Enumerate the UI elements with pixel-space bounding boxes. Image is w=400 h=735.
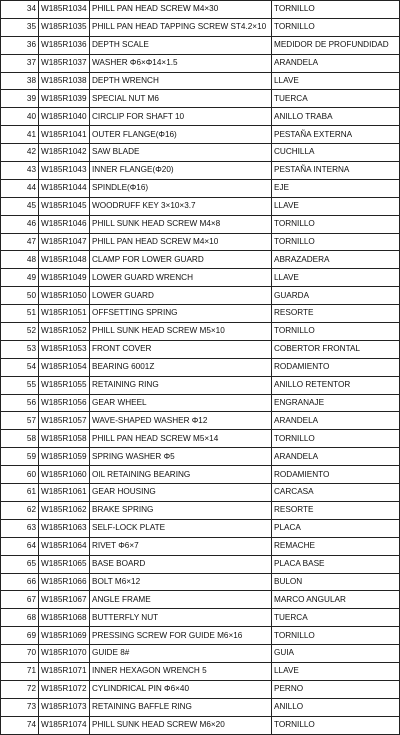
spanish-name-cell: PERNO (272, 680, 400, 698)
spanish-name-cell: LLAVE (272, 662, 400, 680)
spanish-name-cell: TORNILLO (272, 716, 400, 734)
part-description-cell: GUIDE 8# (90, 645, 272, 663)
part-code-cell: W185R1067 (39, 591, 90, 609)
part-description-cell: SELF-LOCK PLATE (90, 519, 272, 537)
table-row (1, 287, 400, 305)
part-description-cell: SPECIAL NUT M6 (90, 90, 272, 108)
parts-table-body (1, 1, 400, 735)
part-description-cell: DEPTH WRENCH (90, 72, 272, 90)
spanish-name-cell: PLACA BASE (272, 555, 400, 573)
part-code-cell: W185R1036 (39, 36, 90, 54)
part-code-cell: W185R1056 (39, 394, 90, 412)
part-description-cell: PHILL SUNK HEAD SCREW M5×10 (90, 323, 272, 341)
part-description-cell: LOWER GUARD (90, 287, 272, 305)
part-description-cell: SPRING WASHER Φ5 (90, 448, 272, 466)
part-code-cell: W185R1043 (39, 162, 90, 180)
table-row (1, 555, 400, 573)
spanish-name-cell: RODAMIENTO (272, 466, 400, 484)
spanish-name-cell: CUCHILLA (272, 144, 400, 162)
part-code-cell: W185R1051 (39, 305, 90, 323)
table-row (1, 1, 400, 19)
table-row (1, 197, 400, 215)
spanish-name-cell: ARANDELA (272, 54, 400, 72)
table-row (1, 215, 400, 233)
part-code-cell: W185R1066 (39, 573, 90, 591)
table-row (1, 162, 400, 180)
row-number-cell: 55 (1, 376, 39, 394)
row-number-cell: 37 (1, 54, 39, 72)
part-description-cell: OFFSETTING SPRING (90, 305, 272, 323)
row-number-cell: 36 (1, 36, 39, 54)
part-description-cell: OUTER FLANGE(Φ16) (90, 126, 272, 144)
spanish-name-cell: PESTAÑA INTERNA (272, 162, 400, 180)
row-number-cell: 54 (1, 358, 39, 376)
part-code-cell: W185R1059 (39, 448, 90, 466)
table-row (1, 412, 400, 430)
spanish-name-cell: TUERCA (272, 609, 400, 627)
part-description-cell: BOLT M6×12 (90, 573, 272, 591)
table-row (1, 36, 400, 54)
part-description-cell: RETAINING RING (90, 376, 272, 394)
table-row (1, 179, 400, 197)
part-code-cell: W185R1039 (39, 90, 90, 108)
spanish-name-cell: TORNILLO (272, 18, 400, 36)
table-row (1, 323, 400, 341)
part-description-cell: OIL RETAINING BEARING (90, 466, 272, 484)
row-number-cell: 58 (1, 430, 39, 448)
part-code-cell: W185R1073 (39, 698, 90, 716)
spanish-name-cell: TORNILLO (272, 1, 400, 19)
part-code-cell: W185R1034 (39, 1, 90, 19)
row-number-cell: 65 (1, 555, 39, 573)
table-row (1, 627, 400, 645)
table-row (1, 108, 400, 126)
part-code-cell: W185R1069 (39, 627, 90, 645)
row-number-cell: 47 (1, 233, 39, 251)
spanish-name-cell: TORNILLO (272, 323, 400, 341)
row-number-cell: 46 (1, 215, 39, 233)
part-code-cell: W185R1035 (39, 18, 90, 36)
spanish-name-cell: ANILLO TRABA (272, 108, 400, 126)
part-description-cell: PHILL SUNK HEAD SCREW M4×8 (90, 215, 272, 233)
part-code-cell: W185R1061 (39, 484, 90, 502)
part-description-cell: PHILL PAN HEAD SCREW M5×14 (90, 430, 272, 448)
table-row (1, 609, 400, 627)
table-row (1, 537, 400, 555)
part-code-cell: W185R1049 (39, 269, 90, 287)
table-row (1, 18, 400, 36)
part-description-cell: RETAINING BAFFLE RING (90, 698, 272, 716)
part-description-cell: BRAKE SPRING (90, 501, 272, 519)
part-code-cell: W185R1042 (39, 144, 90, 162)
part-description-cell: BEARING 6001Z (90, 358, 272, 376)
part-code-cell: W185R1074 (39, 716, 90, 734)
spanish-name-cell: TORNILLO (272, 627, 400, 645)
row-number-cell: 72 (1, 680, 39, 698)
part-code-cell: W185R1046 (39, 215, 90, 233)
spanish-name-cell: GUARDA (272, 287, 400, 305)
row-number-cell: 45 (1, 197, 39, 215)
table-row (1, 358, 400, 376)
part-code-cell: W185R1064 (39, 537, 90, 555)
table-row (1, 662, 400, 680)
spanish-name-cell: ENGRANAJE (272, 394, 400, 412)
part-description-cell: DEPTH SCALE (90, 36, 272, 54)
part-description-cell: BUTTERFLY NUT (90, 609, 272, 627)
table-row (1, 698, 400, 716)
row-number-cell: 50 (1, 287, 39, 305)
part-description-cell: CIRCLIP FOR SHAFT 10 (90, 108, 272, 126)
part-code-cell: W185R1068 (39, 609, 90, 627)
part-description-cell: PRESSING SCREW FOR GUIDE M6×16 (90, 627, 272, 645)
row-number-cell: 40 (1, 108, 39, 126)
row-number-cell: 43 (1, 162, 39, 180)
table-row (1, 573, 400, 591)
part-description-cell: SAW BLADE (90, 144, 272, 162)
table-row (1, 340, 400, 358)
row-number-cell: 48 (1, 251, 39, 269)
spanish-name-cell: REMACHE (272, 537, 400, 555)
part-description-cell: WASHER Φ6×Φ14×1.5 (90, 54, 272, 72)
table-row (1, 376, 400, 394)
spanish-name-cell: LLAVE (272, 269, 400, 287)
part-code-cell: W185R1054 (39, 358, 90, 376)
table-row (1, 484, 400, 502)
part-code-cell: W185R1072 (39, 680, 90, 698)
part-description-cell: CYLINDRICAL PIN Φ6×40 (90, 680, 272, 698)
spanish-name-cell: TORNILLO (272, 215, 400, 233)
table-row (1, 394, 400, 412)
table-row (1, 54, 400, 72)
row-number-cell: 63 (1, 519, 39, 537)
spanish-name-cell: ANILLO (272, 698, 400, 716)
part-code-cell: W185R1063 (39, 519, 90, 537)
table-row (1, 430, 400, 448)
part-code-cell: W185R1055 (39, 376, 90, 394)
part-code-cell: W185R1070 (39, 645, 90, 663)
table-row (1, 144, 400, 162)
part-description-cell: WOODRUFF KEY 3×10×3.7 (90, 197, 272, 215)
part-description-cell: WAVE-SHAPED WASHER Φ12 (90, 412, 272, 430)
spanish-name-cell: TORNILLO (272, 233, 400, 251)
table-row (1, 269, 400, 287)
spanish-name-cell: ARANDELA (272, 412, 400, 430)
row-number-cell: 35 (1, 18, 39, 36)
part-code-cell: W185R1045 (39, 197, 90, 215)
part-code-cell: W185R1065 (39, 555, 90, 573)
part-code-cell: W185R1053 (39, 340, 90, 358)
row-number-cell: 69 (1, 627, 39, 645)
spanish-name-cell: TUERCA (272, 90, 400, 108)
table-row (1, 305, 400, 323)
spanish-name-cell: MARCO ANGULAR (272, 591, 400, 609)
row-number-cell: 41 (1, 126, 39, 144)
table-row (1, 519, 400, 537)
spanish-name-cell: LLAVE (272, 197, 400, 215)
row-number-cell: 39 (1, 90, 39, 108)
table-row (1, 72, 400, 90)
part-code-cell: W185R1050 (39, 287, 90, 305)
row-number-cell: 73 (1, 698, 39, 716)
spanish-name-cell: COBERTOR FRONTAL (272, 340, 400, 358)
table-row (1, 233, 400, 251)
part-description-cell: PHILL PAN HEAD TAPPING SCREW ST4.2×10 (90, 18, 272, 36)
spanish-name-cell: ANILLO RETENTOR (272, 376, 400, 394)
part-description-cell: CLAMP FOR LOWER GUARD (90, 251, 272, 269)
part-code-cell: W185R1057 (39, 412, 90, 430)
part-description-cell: GEAR WHEEL (90, 394, 272, 412)
part-code-cell: W185R1058 (39, 430, 90, 448)
spanish-name-cell: RESORTE (272, 305, 400, 323)
table-row (1, 716, 400, 734)
row-number-cell: 56 (1, 394, 39, 412)
row-number-cell: 70 (1, 645, 39, 663)
row-number-cell: 74 (1, 716, 39, 734)
spanish-name-cell: BULON (272, 573, 400, 591)
spanish-name-cell: ABRAZADERA (272, 251, 400, 269)
part-description-cell: FRONT COVER (90, 340, 272, 358)
row-number-cell: 38 (1, 72, 39, 90)
row-number-cell: 49 (1, 269, 39, 287)
spanish-name-cell: GUIA (272, 645, 400, 663)
row-number-cell: 61 (1, 484, 39, 502)
row-number-cell: 62 (1, 501, 39, 519)
row-number-cell: 67 (1, 591, 39, 609)
spanish-name-cell: RESORTE (272, 501, 400, 519)
part-description-cell: GEAR HOUSING (90, 484, 272, 502)
part-code-cell: W185R1062 (39, 501, 90, 519)
row-number-cell: 68 (1, 609, 39, 627)
row-number-cell: 52 (1, 323, 39, 341)
part-description-cell: ANGLE FRAME (90, 591, 272, 609)
row-number-cell: 66 (1, 573, 39, 591)
part-description-cell: INNER HEXAGON WRENCH 5 (90, 662, 272, 680)
spanish-name-cell: ARANDELA (272, 448, 400, 466)
row-number-cell: 44 (1, 179, 39, 197)
part-description-cell: PHILL PAN HEAD SCREW M4×10 (90, 233, 272, 251)
spanish-name-cell: MEDIDOR DE PROFUNDIDAD (272, 36, 400, 54)
row-number-cell: 51 (1, 305, 39, 323)
table-row (1, 126, 400, 144)
table-row (1, 680, 400, 698)
part-description-cell: PHILL PAN HEAD SCREW M4×30 (90, 1, 272, 19)
part-code-cell: W185R1060 (39, 466, 90, 484)
table-row (1, 251, 400, 269)
spanish-name-cell: CARCASA (272, 484, 400, 502)
part-code-cell: W185R1044 (39, 179, 90, 197)
row-number-cell: 42 (1, 144, 39, 162)
table-row (1, 501, 400, 519)
part-code-cell: W185R1040 (39, 108, 90, 126)
spanish-name-cell: PESTAÑA EXTERNA (272, 126, 400, 144)
row-number-cell: 53 (1, 340, 39, 358)
table-row (1, 591, 400, 609)
part-code-cell: W185R1071 (39, 662, 90, 680)
table-row (1, 90, 400, 108)
spanish-name-cell: RODAMIENTO (272, 358, 400, 376)
row-number-cell: 71 (1, 662, 39, 680)
spanish-name-cell: LLAVE (272, 72, 400, 90)
row-number-cell: 64 (1, 537, 39, 555)
part-description-cell: PHILL SUNK HEAD SCREW M6×20 (90, 716, 272, 734)
part-code-cell: W185R1041 (39, 126, 90, 144)
part-description-cell: LOWER GUARD WRENCH (90, 269, 272, 287)
row-number-cell: 57 (1, 412, 39, 430)
table-row (1, 645, 400, 663)
row-number-cell: 34 (1, 1, 39, 19)
part-code-cell: W185R1048 (39, 251, 90, 269)
part-code-cell: W185R1047 (39, 233, 90, 251)
table-row (1, 448, 400, 466)
spanish-name-cell: PLACA (272, 519, 400, 537)
row-number-cell: 59 (1, 448, 39, 466)
part-code-cell: W185R1052 (39, 323, 90, 341)
table-row (1, 466, 400, 484)
part-description-cell: BASE BOARD (90, 555, 272, 573)
part-description-cell: RIVET Φ6×7 (90, 537, 272, 555)
part-description-cell: INNER FLANGE(Φ20) (90, 162, 272, 180)
row-number-cell: 60 (1, 466, 39, 484)
part-description-cell: SPINDLE(Φ16) (90, 179, 272, 197)
part-code-cell: W185R1037 (39, 54, 90, 72)
spanish-name-cell: TORNILLO (272, 430, 400, 448)
spanish-name-cell: EJE (272, 179, 400, 197)
part-code-cell: W185R1038 (39, 72, 90, 90)
